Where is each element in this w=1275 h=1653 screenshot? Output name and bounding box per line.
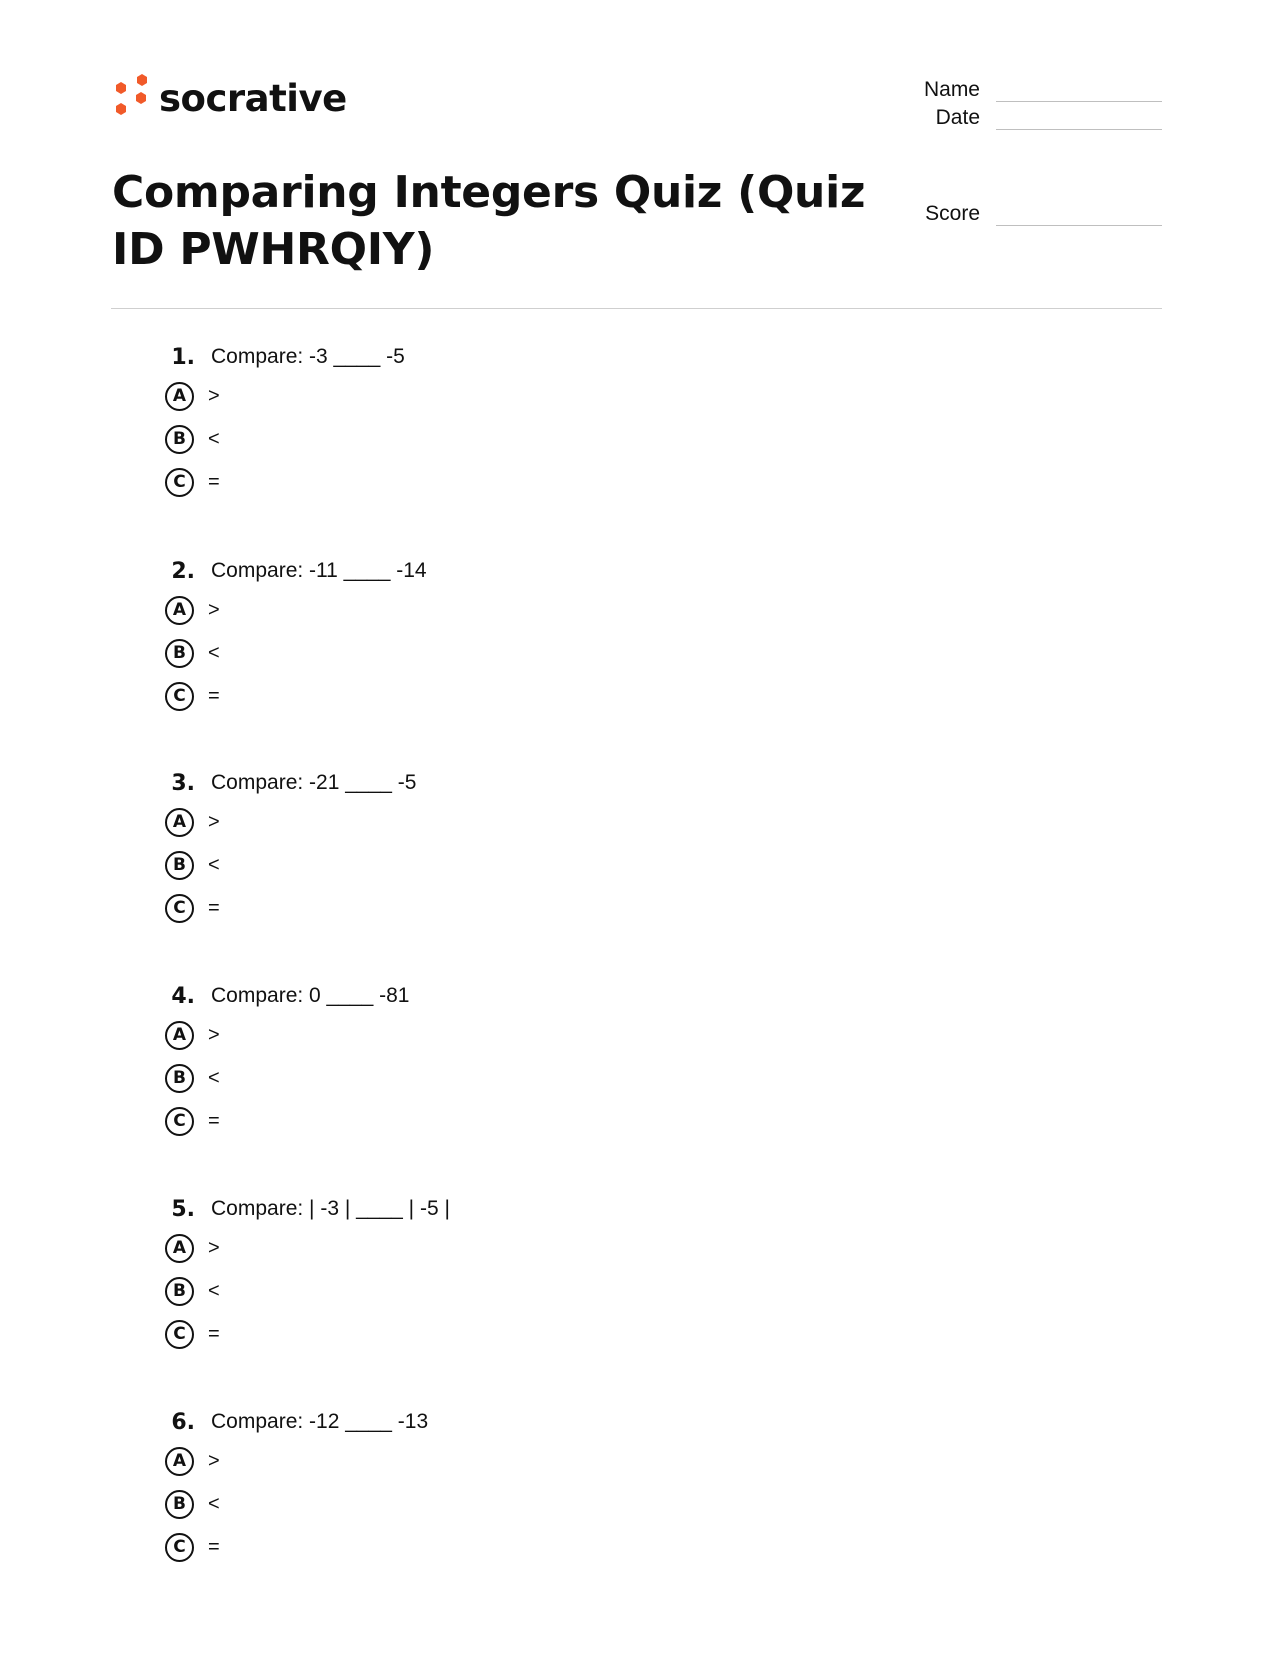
question-item: [165, 555, 765, 735]
option-a[interactable]: [165, 593, 220, 627]
option-text: <: [208, 427, 220, 450]
question-text: Compare: -3 ____ -5: [211, 345, 405, 368]
question-item: [165, 1193, 765, 1373]
answer-bubble[interactable]: B: [165, 425, 194, 454]
question-text: Compare: | -3 | ____ | -5 |: [211, 1197, 450, 1220]
option-b[interactable]: [165, 1061, 220, 1095]
answer-bubble[interactable]: B: [165, 1064, 194, 1093]
question-number: 1.: [171, 344, 195, 370]
score-line[interactable]: [996, 225, 1162, 226]
question-item: [165, 767, 765, 947]
answer-bubble[interactable]: B: [165, 1277, 194, 1306]
name-label: Name: [923, 78, 980, 101]
option-b[interactable]: [165, 848, 220, 882]
answer-bubble[interactable]: C: [165, 468, 194, 497]
option-c[interactable]: [165, 891, 220, 925]
question-number: 3.: [171, 770, 195, 796]
question-header: [165, 980, 409, 1012]
option-text: <: [208, 853, 220, 876]
question-header: [165, 341, 405, 373]
option-text: =: [208, 1322, 220, 1345]
option-text: >: [208, 384, 220, 407]
question-header: [165, 555, 427, 587]
option-c[interactable]: [165, 1104, 220, 1138]
brand-name: socrative: [159, 76, 347, 120]
header-divider: [111, 308, 1162, 309]
option-text: =: [208, 684, 220, 707]
answer-bubble[interactable]: C: [165, 1320, 194, 1349]
socrative-logo: [111, 70, 347, 126]
answer-bubble[interactable]: A: [165, 596, 194, 625]
question-number: 2.: [171, 558, 195, 584]
option-c[interactable]: [165, 1317, 220, 1351]
option-a[interactable]: [165, 1231, 220, 1265]
answer-bubble[interactable]: B: [165, 851, 194, 880]
option-a[interactable]: [165, 1444, 220, 1478]
question-header: [165, 1406, 428, 1438]
hexagon-icon: [136, 92, 146, 104]
option-c[interactable]: [165, 679, 220, 713]
question-text: Compare: -11 ____ -14: [211, 559, 427, 582]
name-field[interactable]: [905, 74, 1162, 104]
option-b[interactable]: [165, 422, 220, 456]
answer-bubble[interactable]: C: [165, 1533, 194, 1562]
option-text: =: [208, 470, 220, 493]
answer-bubble[interactable]: A: [165, 1021, 194, 1050]
hexagon-icon: [116, 103, 126, 115]
answer-bubble[interactable]: A: [165, 1234, 194, 1263]
answer-bubble[interactable]: B: [165, 1490, 194, 1519]
question-text: Compare: -21 ____ -5: [211, 771, 417, 794]
question-header: [165, 1193, 450, 1225]
option-b[interactable]: [165, 1487, 220, 1521]
option-text: =: [208, 1535, 220, 1558]
question-text: Compare: 0 ____ -81: [211, 984, 410, 1007]
answer-bubble[interactable]: A: [165, 382, 194, 411]
option-text: <: [208, 641, 220, 664]
option-text: <: [208, 1492, 220, 1515]
hexagon-cluster-icon: [111, 72, 151, 124]
option-b[interactable]: [165, 1274, 220, 1308]
answer-bubble[interactable]: C: [165, 894, 194, 923]
answer-bubble[interactable]: C: [165, 1107, 194, 1136]
question-item: [165, 341, 765, 521]
answer-bubble[interactable]: B: [165, 639, 194, 668]
option-text: >: [208, 1236, 220, 1259]
option-a[interactable]: [165, 1018, 220, 1052]
option-c[interactable]: [165, 465, 220, 499]
hexagon-icon: [116, 82, 126, 94]
option-text: <: [208, 1066, 220, 1089]
option-a[interactable]: [165, 805, 220, 839]
option-text: =: [208, 1109, 220, 1132]
option-text: >: [208, 810, 220, 833]
option-b[interactable]: [165, 636, 220, 670]
question-header: [165, 767, 416, 799]
question-text: Compare: -12 ____ -13: [211, 1410, 429, 1433]
hexagon-icon: [137, 74, 147, 86]
date-field[interactable]: [905, 102, 1162, 132]
option-text: >: [208, 1449, 220, 1472]
quiz-title: Comparing Integers Quiz (Quiz ID PWHRQIY): [112, 167, 866, 275]
option-c[interactable]: [165, 1530, 220, 1564]
score-field[interactable]: [905, 198, 1162, 228]
question-number: 4.: [171, 983, 195, 1009]
option-a[interactable]: [165, 379, 220, 413]
option-text: >: [208, 598, 220, 621]
option-text: =: [208, 896, 220, 919]
date-line[interactable]: [996, 129, 1162, 130]
question-number: 5.: [171, 1196, 195, 1222]
date-label: Date: [935, 106, 980, 129]
score-label: Score: [925, 202, 980, 225]
answer-bubble[interactable]: A: [165, 808, 194, 837]
answer-bubble[interactable]: A: [165, 1447, 194, 1476]
option-text: >: [208, 1023, 220, 1046]
question-number: 6.: [171, 1409, 195, 1435]
answer-bubble[interactable]: C: [165, 682, 194, 711]
question-item: [165, 980, 765, 1160]
option-text: <: [208, 1279, 220, 1302]
question-item: [165, 1406, 765, 1586]
